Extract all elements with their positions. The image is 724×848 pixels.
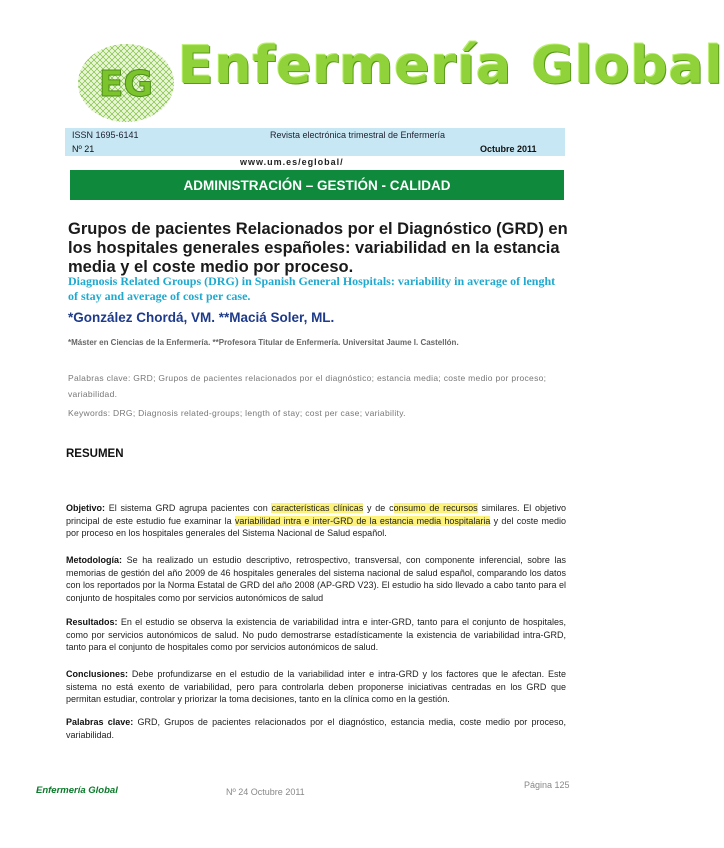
objetivo-text-4: y del coste medio por proceso en los hospitales generales del Sistema Nacional de Salud español. <box>66 515 566 538</box>
article-title-en: Diagnosis Related Groups (DRG) in Spanish General Hospitals: variability in average of lenght of stay and average of cost per case. <box>68 274 556 303</box>
objetivo-text-2: y de c <box>363 503 394 513</box>
section-banner: ADMINISTRACIÓN – GESTIÓN - CALIDAD <box>70 170 564 200</box>
issue-number: Nº 21 <box>72 144 95 154</box>
keywords-en: Keywords: DRG; Diagnosis related-groups; length of stay; cost per case; variability. <box>68 408 406 418</box>
footer-page: Página 125 <box>524 780 570 790</box>
footer-journal: Enfermería Global <box>36 785 118 796</box>
affiliation: *Máster en Ciencias de la Enfermería. **Profesora Titular de Enfermería. Universitat Jaume I. Castellón. <box>68 338 459 347</box>
conclusiones-label: Conclusiones: <box>66 669 129 679</box>
journal-title: Enfermería Global <box>178 36 724 96</box>
issue-date: Octubre 2011 <box>480 144 537 154</box>
palabras-paragraph <box>66 716 566 741</box>
resultados-label: Resultados: <box>66 617 118 627</box>
conclusiones-text: Debe profundizarse en el estudio de la variabilidad inter e intra-GRD y los factores que le afectan. Este sistema no está exento de variabilidad, pero para controlarla deben proponerse iniciativas centradas en los GRD que permitan estudiar, controlar y priorizar la toma decisiones, tanto en la clínica como en la gestión. <box>66 669 566 704</box>
highlight-caracteristicas: características clínicas <box>271 503 364 513</box>
highlight-variabilidad: variabilidad intra e inter-GRD de la estancia media hospitalaria <box>234 515 491 526</box>
resumen-heading: RESUMEN <box>66 448 124 460</box>
resultados-paragraph <box>66 616 566 654</box>
issn: ISSN 1695-6141 <box>72 130 139 140</box>
objetivo-text-3: similares. El objetivo principal de este estudio fue examinar la <box>66 503 567 526</box>
journal-logo <box>76 42 176 124</box>
metodologia-label: Metodología: <box>66 555 122 565</box>
authors: *González Chordá, VM. **Maciá Soler, ML. <box>68 310 335 325</box>
footer-issue: Nº 24 Octubre 2011 <box>226 787 305 797</box>
palabras-text: GRD, Grupos de pacientes relacionados por el diagnóstico, estancia media, coste medio por proceso, variabilidad. <box>66 717 566 740</box>
logo-text: EG <box>98 64 154 105</box>
objetivo-label: Objetivo: <box>66 503 106 513</box>
metodologia-paragraph <box>66 554 566 604</box>
objetivo-paragraph <box>66 502 566 540</box>
keywords-es: Palabras clave: GRD; Grupos de pacientes relacionados por el diagnóstico; estancia media; coste medio por proceso; variabilidad. <box>68 373 547 399</box>
resultados-text: En el estudio se observa la existencia de variabilidad intra e inter-GRD, tanto para el conjunto de hospitales, como por servicios autonómicos de salud. No pudo demostrarse estadísticamente la existencia de variabilidad intra-GRD, tanto para el conjunto de hospitales como por servicios autonómicos de salud. <box>66 617 566 652</box>
revista-label: Revista electrónica trimestral de Enfermería <box>270 130 446 140</box>
journal-url[interactable]: www.um.es/eglobal/ <box>240 157 344 167</box>
metodologia-text: Se ha realizado un estudio descriptivo, retrospectivo, transversal, con componente inferencial, sobre las memorias de gestión del año 2009 de 46 hospitales generales del sistema nacional de salud español, comparando los datos con los reportados por la Norma Estatal de GRD del año 2008 (AP-GRD V23). El estudio ha sido llevado a cabo tanto para el conjunto de hospitales como por servicios autonómicos de salud <box>66 555 566 603</box>
conclusiones-paragraph <box>66 668 566 706</box>
objetivo-text-1: El sistema GRD agrupa pacientes con <box>105 503 272 513</box>
highlight-consumo: onsumo de recursos <box>393 503 478 513</box>
palabras-label: Palabras clave: <box>66 717 134 727</box>
article-title-es: Grupos de pacientes Relacionados por el Diagnóstico (GRD) en los hospitales generales españoles: variabilidad en la estancia media y el coste medio por proceso. <box>68 220 568 276</box>
